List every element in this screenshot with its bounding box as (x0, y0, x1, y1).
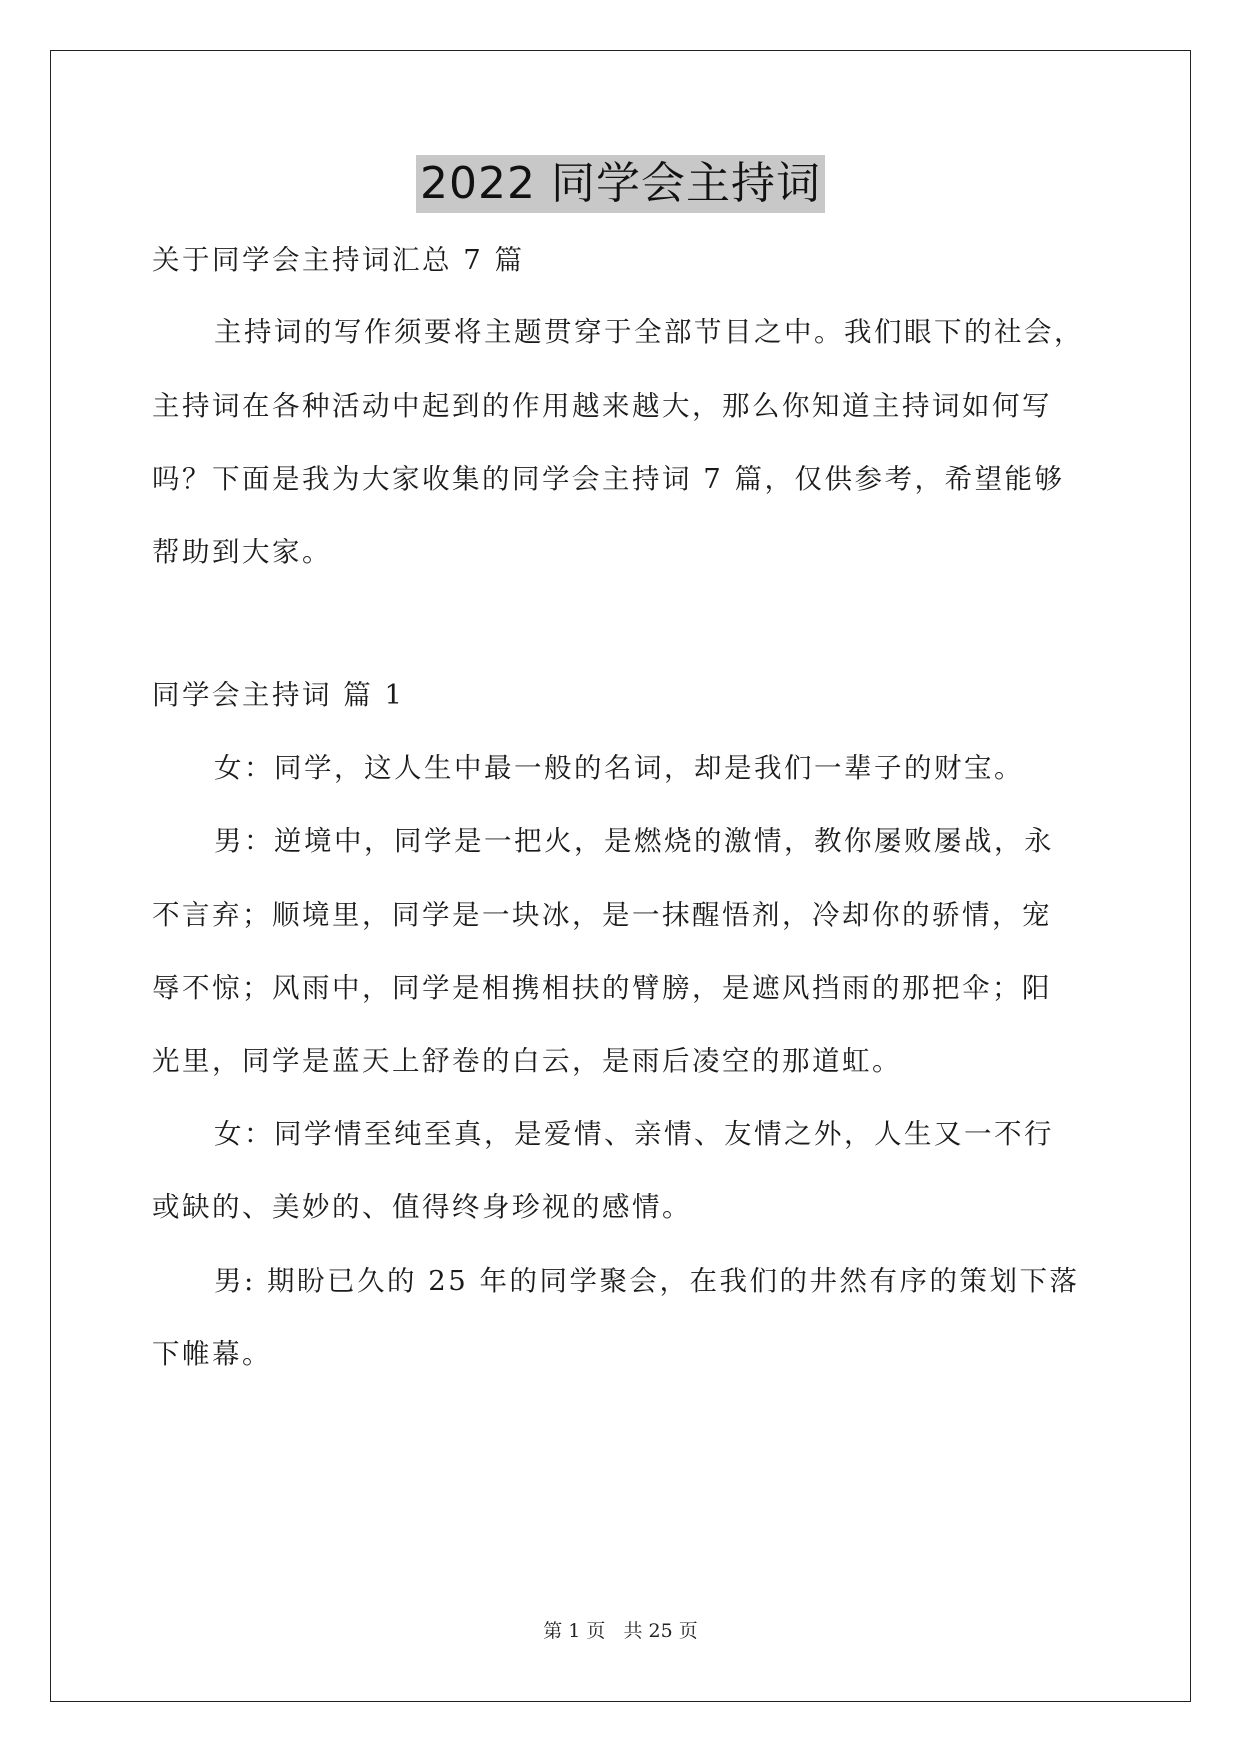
intro-line: 帮助到大家。 (152, 536, 332, 568)
intro-line: 主持词在各种活动中起到的作用越来越大，那么你知道主持词如何写 (152, 390, 1052, 422)
intro-line: 主持词的写作须要将主题贯穿于全部节目之中。我们眼下的社会， (214, 316, 1084, 348)
body-line: 不言弃；顺境里，同学是一块冰，是一抹醒悟剂，冷却你的骄情，宠 (152, 899, 1052, 931)
body-line: 辱不惊；风雨中，同学是相携相扶的臂膀，是遮风挡雨的那把伞；阳 (152, 972, 1052, 1004)
body-line: 女：同学，这人生中最一般的名词，却是我们一辈子的财宝。 (214, 752, 1024, 784)
section-heading: 同学会主持词 篇 1 (152, 679, 405, 711)
page-number: 第 1 页 (543, 1620, 606, 1642)
document-subtitle: 关于同学会主持词汇总 7 篇 (152, 244, 525, 276)
body-line: 光里，同学是蓝天上舒卷的白云，是雨后凌空的那道虹。 (152, 1045, 902, 1077)
title-container (0, 155, 1241, 213)
body-line: 男：逆境中，同学是一把火，是燃烧的激情，教你屡败屡战，永 (214, 825, 1054, 857)
document-title: 2022 同学会主持词 (416, 155, 825, 213)
body-line: 下帷幕。 (152, 1338, 272, 1370)
body-line: 男: 期盼已久的 25 年的同学聚会，在我们的井然有序的策划下落 (214, 1265, 1080, 1297)
page-footer (0, 1618, 1241, 1644)
page-border (50, 50, 1191, 1702)
body-line: 女：同学情至纯至真，是爱情、亲情、友情之外，人生又一不行 (214, 1118, 1054, 1150)
body-line: 或缺的、美妙的、值得终身珍视的感情。 (152, 1191, 692, 1223)
page-total: 共 25 页 (623, 1620, 698, 1642)
intro-line: 吗？下面是我为大家收集的同学会主持词 7 篇，仅供参考，希望能够 (152, 463, 1065, 495)
